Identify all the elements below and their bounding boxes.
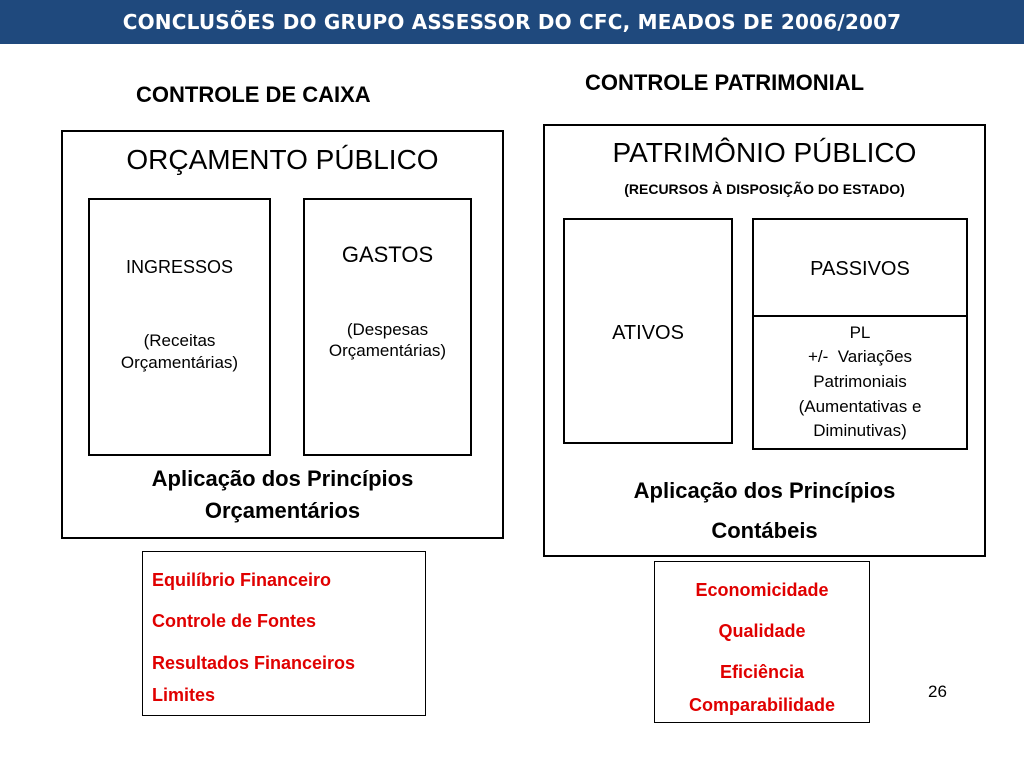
orcamento-publico-title: ORÇAMENTO PÚBLICO bbox=[126, 144, 439, 175]
note-qualidade: Qualidade bbox=[718, 621, 806, 641]
caixa-notes-box bbox=[142, 551, 426, 716]
orcamento-footer-line2: Orçamentários bbox=[204, 498, 361, 523]
pl-line4: (Aumentativas e bbox=[798, 397, 922, 416]
gastos-line1: (Despesas bbox=[346, 320, 429, 339]
note-eficiencia: Eficiência bbox=[719, 662, 805, 682]
patrimonial-notes-box bbox=[654, 561, 870, 723]
pl-line3: Patrimoniais bbox=[813, 372, 907, 391]
ingressos-line2: Orçamentárias) bbox=[120, 353, 239, 372]
note-controle-fontes: Controle de Fontes bbox=[152, 611, 317, 631]
controle-patrimonial-heading: CONTROLE PATRIMONIAL bbox=[585, 70, 865, 95]
note-resultados: Resultados Financeiros bbox=[152, 653, 356, 673]
slide-title: CONCLUSÕES DO GRUPO ASSESSOR DO CFC, MEADOS DE 2006/2007 bbox=[0, 0, 1024, 44]
gastos-line2: Orçamentárias) bbox=[328, 341, 447, 360]
note-economicidade: Economicidade bbox=[695, 580, 829, 600]
pl-line5: Diminutivas) bbox=[813, 421, 907, 440]
note-comparabilidade: Comparabilidade bbox=[688, 695, 836, 715]
page-number: 26 bbox=[928, 682, 947, 701]
ativos-label: ATIVOS bbox=[612, 322, 684, 344]
patrimonio-publico-subtitle: (RECURSOS À DISPOSIÇÃO DO ESTADO) bbox=[624, 181, 905, 197]
patrimonio-footer-line2: Contábeis bbox=[711, 518, 818, 543]
ativos-box bbox=[563, 218, 733, 444]
gastos-box bbox=[303, 198, 472, 456]
orcamento-publico-box bbox=[61, 130, 504, 539]
note-limites: Limites bbox=[152, 685, 216, 705]
patrimonio-footer-line1: Aplicação dos Princípios bbox=[633, 478, 896, 503]
gastos-title: GASTOS bbox=[341, 242, 434, 267]
passivos-box bbox=[752, 218, 968, 318]
ingressos-title: INGRESSOS bbox=[125, 257, 234, 277]
ingressos-box bbox=[88, 198, 271, 456]
patrimonio-publico-title: PATRIMÔNIO PÚBLICO bbox=[612, 137, 917, 168]
pl-line1: PL bbox=[849, 323, 871, 342]
ingressos-line1: (Receitas bbox=[143, 331, 216, 350]
controle-caixa-heading: CONTROLE DE CAIXA bbox=[136, 82, 371, 107]
note-equilibrio: Equilíbrio Financeiro bbox=[152, 570, 332, 590]
patrimonio-publico-box bbox=[543, 124, 986, 557]
orcamento-footer-line1: Aplicação dos Princípios bbox=[151, 466, 414, 491]
pl-line2: +/- Variações bbox=[807, 347, 913, 366]
passivos-label: PASSIVOS bbox=[810, 258, 910, 280]
pl-box bbox=[752, 315, 968, 450]
